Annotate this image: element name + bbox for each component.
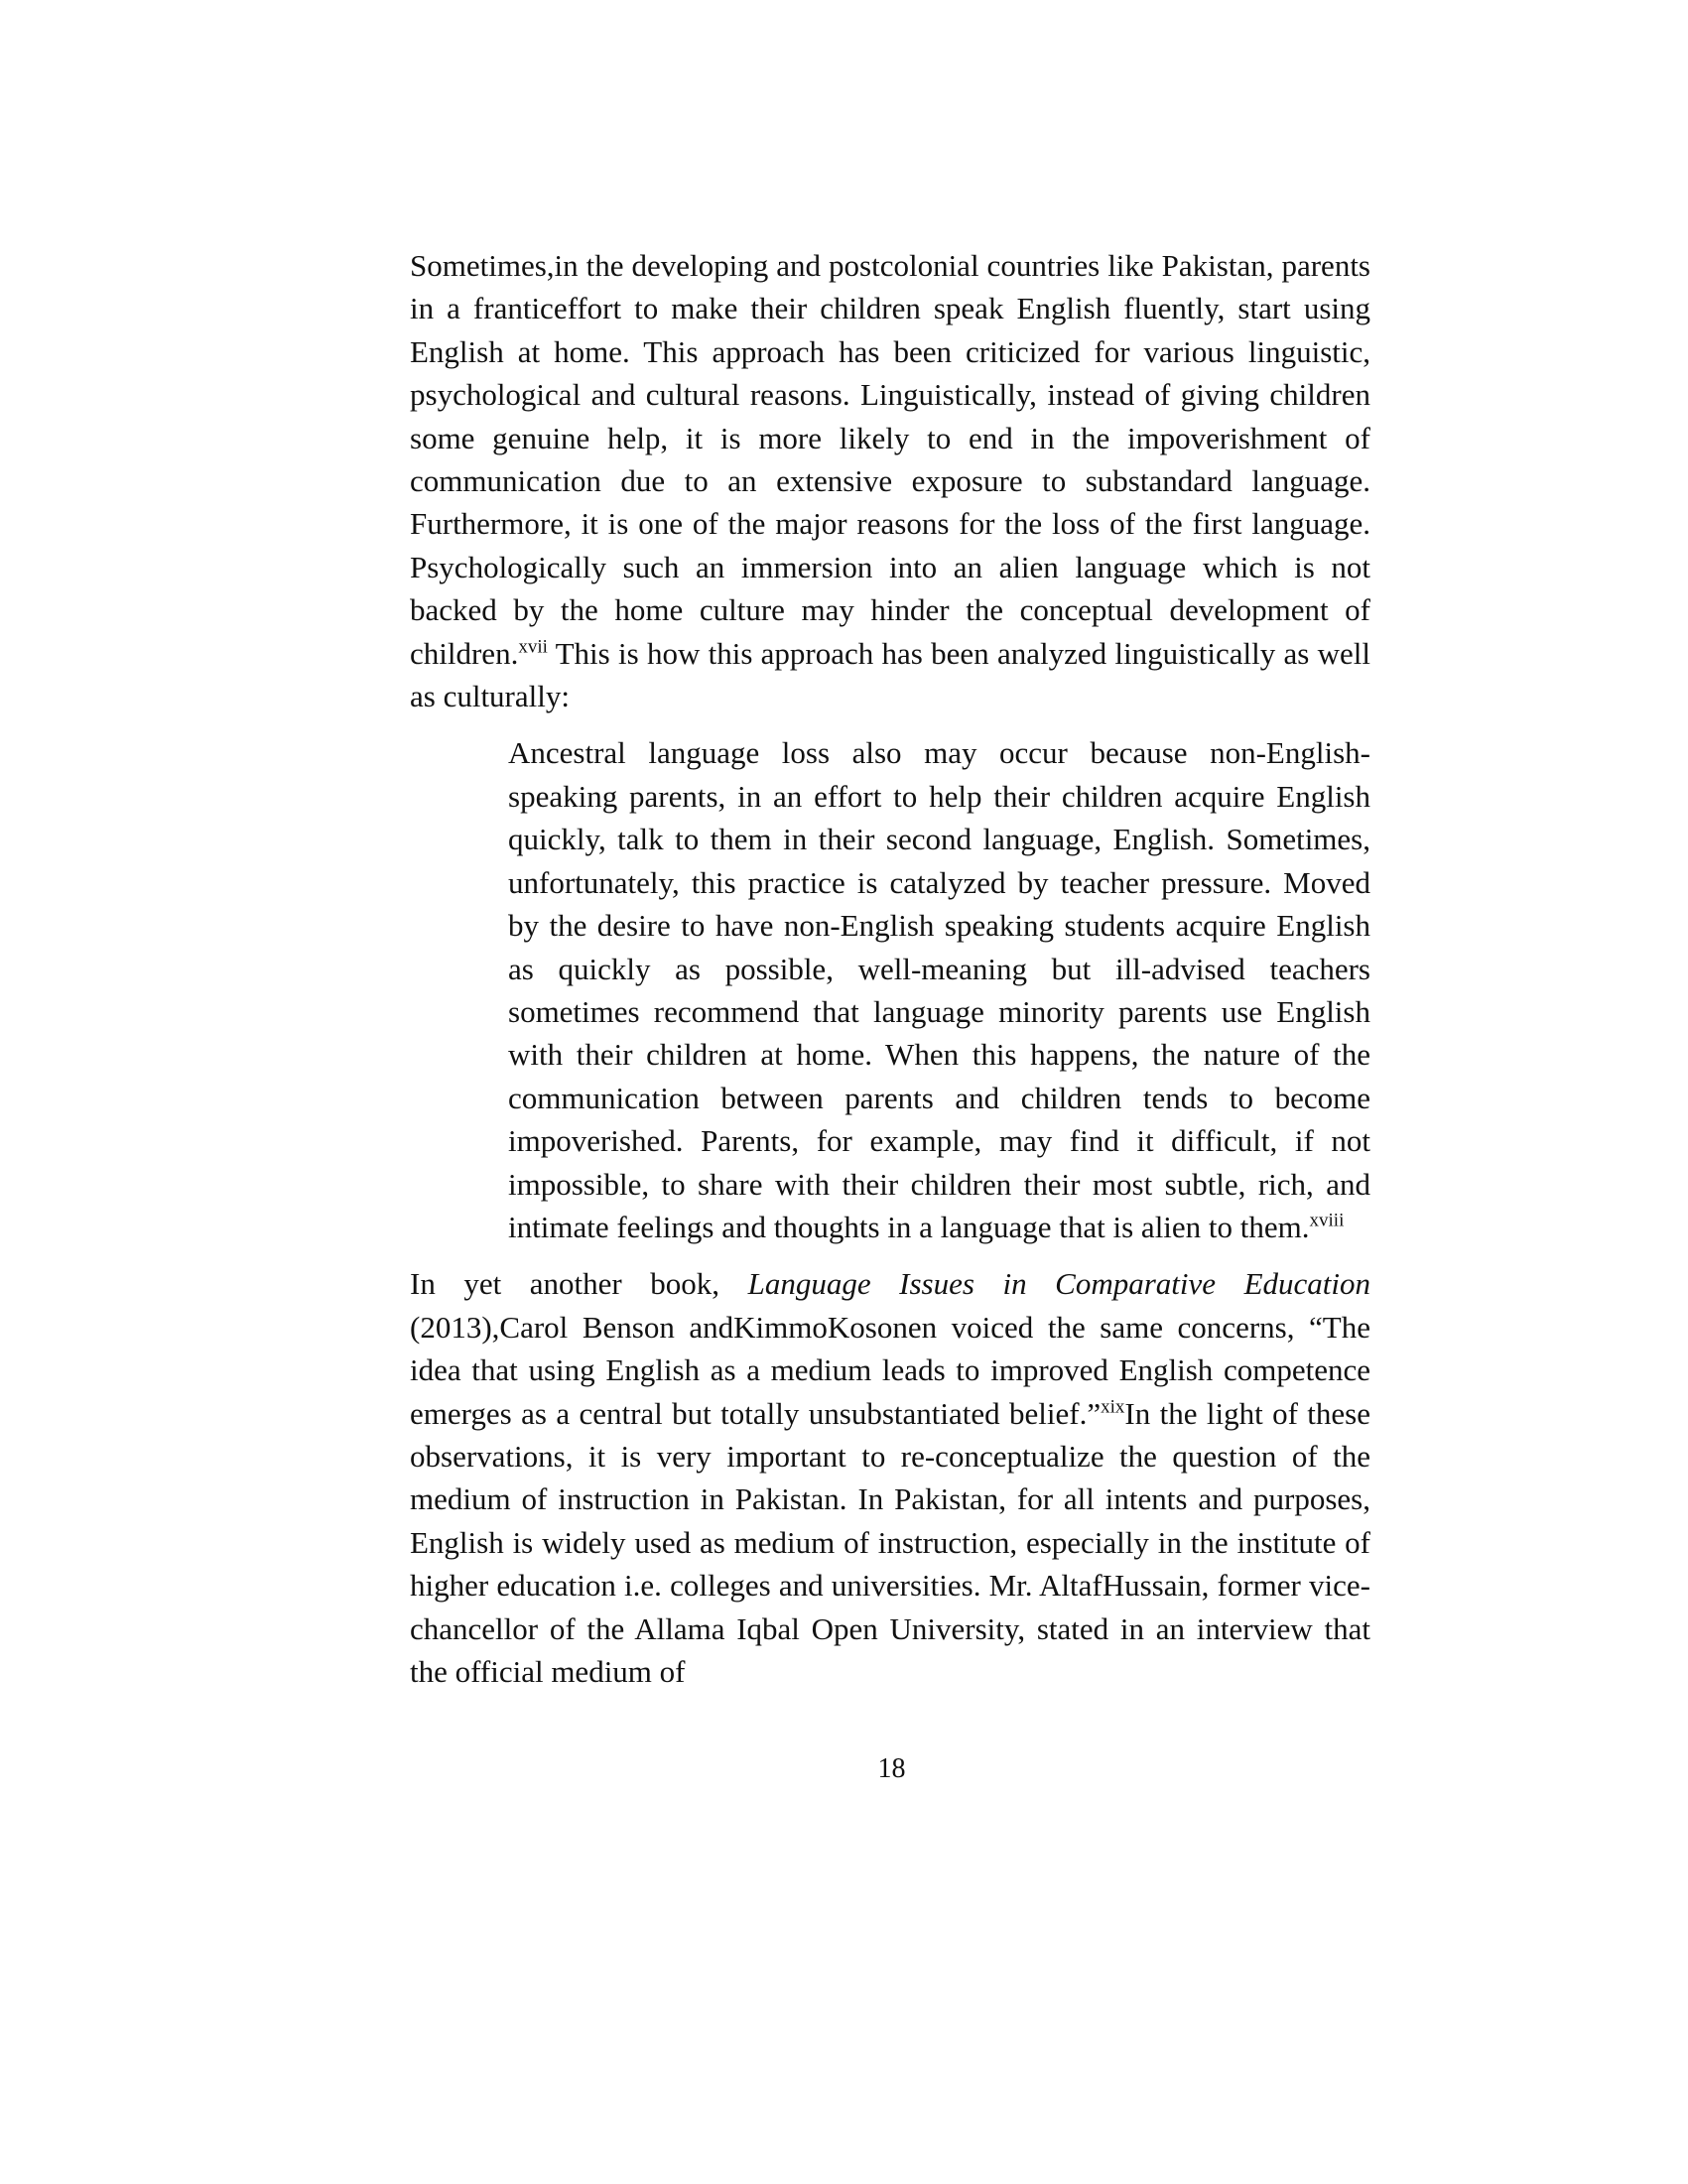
footnote-marker-xvii: xvii <box>518 636 548 658</box>
page-number: 18 <box>877 1753 906 1784</box>
paragraph-1-text: Sometimes,in the developing and postcolonial countries like Pakistan, parents in a franticeffort to make their children speak English fluently, start using English at home. This approach has been criticized for various linguistic, psychological and cultural reasons. Linguistically, instead of giving children some genuine help, it is more likely to end in the impoverishment of communication due to an extensive exposure to substandard language. Furthermore, it is one of the major reasons for the loss of the first language. Psychologically such an immersion into an alien language which is not backed by the home culture may hinder the conceptual development of children. <box>410 248 1370 671</box>
paragraph-1-continuation: This is how this approach has been analyzed linguistically as well as culturally: <box>410 635 1370 714</box>
footnote-marker-xviii: xviii <box>1309 1210 1345 1231</box>
footnote-marker-xix: xix <box>1101 1396 1125 1418</box>
book-title: Language Issues in Comparative Education <box>747 1266 1370 1302</box>
paragraph-2-continuation: In the light of these observations, it is very important to re-conceptualize the question of the medium of instruction in Pakistan. In Pakistan, for all intents and purposes, English is widely used as medium of instruction, especially in the institute of higher education i.e. colleges and universities. Mr. AltafHussain, former vice-chancellor of the Allama Iqbal Open University, stated in an interview that the official medium of <box>410 1395 1370 1689</box>
body-text <box>410 244 1370 1693</box>
paragraph-2-intro: In yet another book, <box>410 1266 748 1302</box>
block-quote-text: Ancestral language loss also may occur because non-English-speaking parents, in an effort to help their children acquire English quickly, talk to them in their second language, English. Sometimes, unfortunately, this practice is catalyzed by teacher pressure. Moved by the desire to have non-English speaking students acquire English as quickly as possible, well-meaning but ill-advised teachers sometimes recommend that language minority parents use English with their children at home. When this happens, the nature of the communication between parents and children tends to become impoverished. Parents, for example, may find it difficult, if not impossible, to share with their children their most subtle, rich, and intimate feelings and thoughts in a language that is alien to them. <box>508 735 1370 1244</box>
block-quote <box>508 731 1370 1248</box>
paragraph-1 <box>410 244 1370 717</box>
paragraph-2-citation: (2013),Carol Benson andKimmoKosonen voiced the same concerns, “The idea that using English as a medium leads to improved English competence emerges as a central but totally unsubstantiated belief.” <box>410 1309 1370 1431</box>
paragraph-2 <box>410 1262 1370 1693</box>
